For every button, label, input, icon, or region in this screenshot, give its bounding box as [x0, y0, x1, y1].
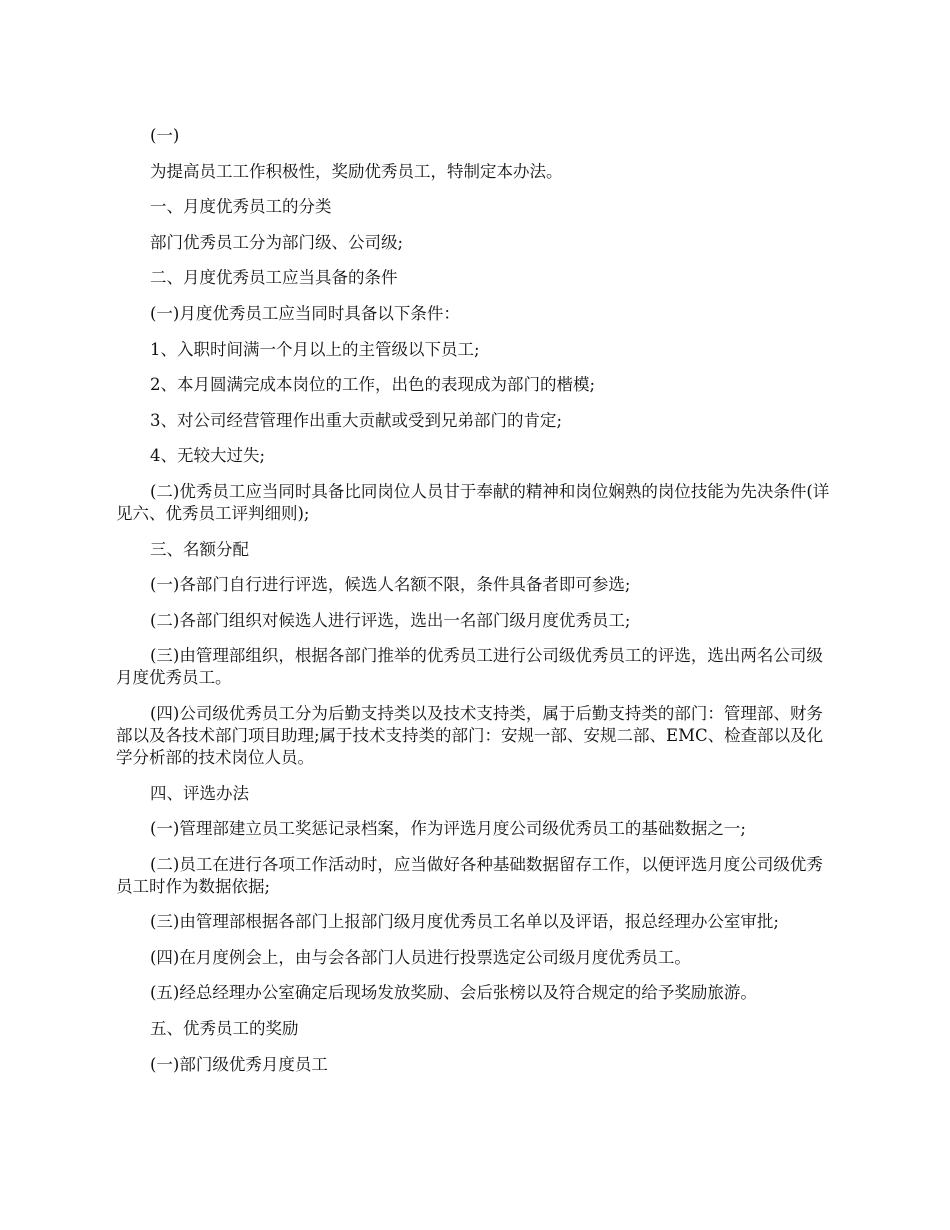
paragraph: 为提高员工工作积极性，奖励优秀员工，特制定本办法。	[150, 161, 563, 181]
section-heading: 四、评选办法	[150, 783, 249, 803]
paragraph: (一)各部门自行进行评选，候选人名额不限，条件具备者即可参选;	[150, 575, 631, 595]
paragraph: (二)员工在进行各项工作活动时，应当做好各种基础数据留存工作，以便评选月度公司级优秀员工时作为数据依据;	[116, 854, 823, 896]
list-item: 4、无较大过失;	[150, 446, 266, 466]
paragraph: (一)	[150, 126, 180, 145]
paragraph: (二)优秀员工应当同时具备比同岗位人员甘于奉献的精神和岗位娴熟的岗位技能为先决条件(详见六、优秀员工评判细则);	[116, 481, 830, 523]
paragraph: 部门优秀员工分为部门级、公司级;	[150, 232, 404, 252]
list-item: 3、对公司经营管理作出重大贡献或受到兄弟部门的肯定;	[150, 410, 563, 430]
document-body	[116, 125, 838, 1076]
list-item: 1、入职时间满一个月以上的主管级以下员工;	[150, 339, 480, 359]
section-heading: 一、月度优秀员工的分类	[150, 197, 332, 217]
paragraph: (三)由管理部根据各部门上报部门级月度优秀员工名单以及评语，报总经理办公室审批;	[150, 912, 779, 932]
paragraph: (四)在月度例会上，由与会各部门人员进行投票选定公司级月度优秀员工。	[150, 947, 691, 967]
paragraph: (一)管理部建立员工奖惩记录档案，作为评选月度公司级优秀员工的基础数据之一;	[150, 819, 746, 839]
section-heading: 二、月度优秀员工应当具备的条件	[150, 268, 398, 288]
paragraph: (二)各部门组织对候选人进行评选，选出一名部门级月度优秀员工;	[150, 610, 631, 630]
paragraph: (五)经总经理办公室确定后现场发放奖励、会后张榜以及符合规定的给予奖励旅游。	[150, 983, 757, 1003]
paragraph: (三)由管理部组织，根据各部门推举的优秀员工进行公司级优秀员工的评选，选出两名公司级月度优秀员工。	[116, 646, 823, 688]
list-item: 2、本月圆满完成本岗位的工作，出色的表现成为部门的楷模;	[150, 375, 596, 395]
paragraph: (四)公司级优秀员工分为后勤支持类以及技术支持类，属于后勤支持类的部门：管理部、财务部以及各技术部门项目助理;属于技术支持类的部门：安规一部、安规二部、EMC、检查部以及化学分析部的技术岗位人员。	[116, 703, 824, 767]
paragraph: (一)部门级优秀月度员工	[150, 1054, 328, 1074]
paragraph: (一)月度优秀员工应当同时具备以下条件：	[150, 303, 460, 323]
section-heading: 五、优秀员工的奖励	[150, 1019, 299, 1039]
section-heading: 三、名额分配	[150, 539, 249, 559]
